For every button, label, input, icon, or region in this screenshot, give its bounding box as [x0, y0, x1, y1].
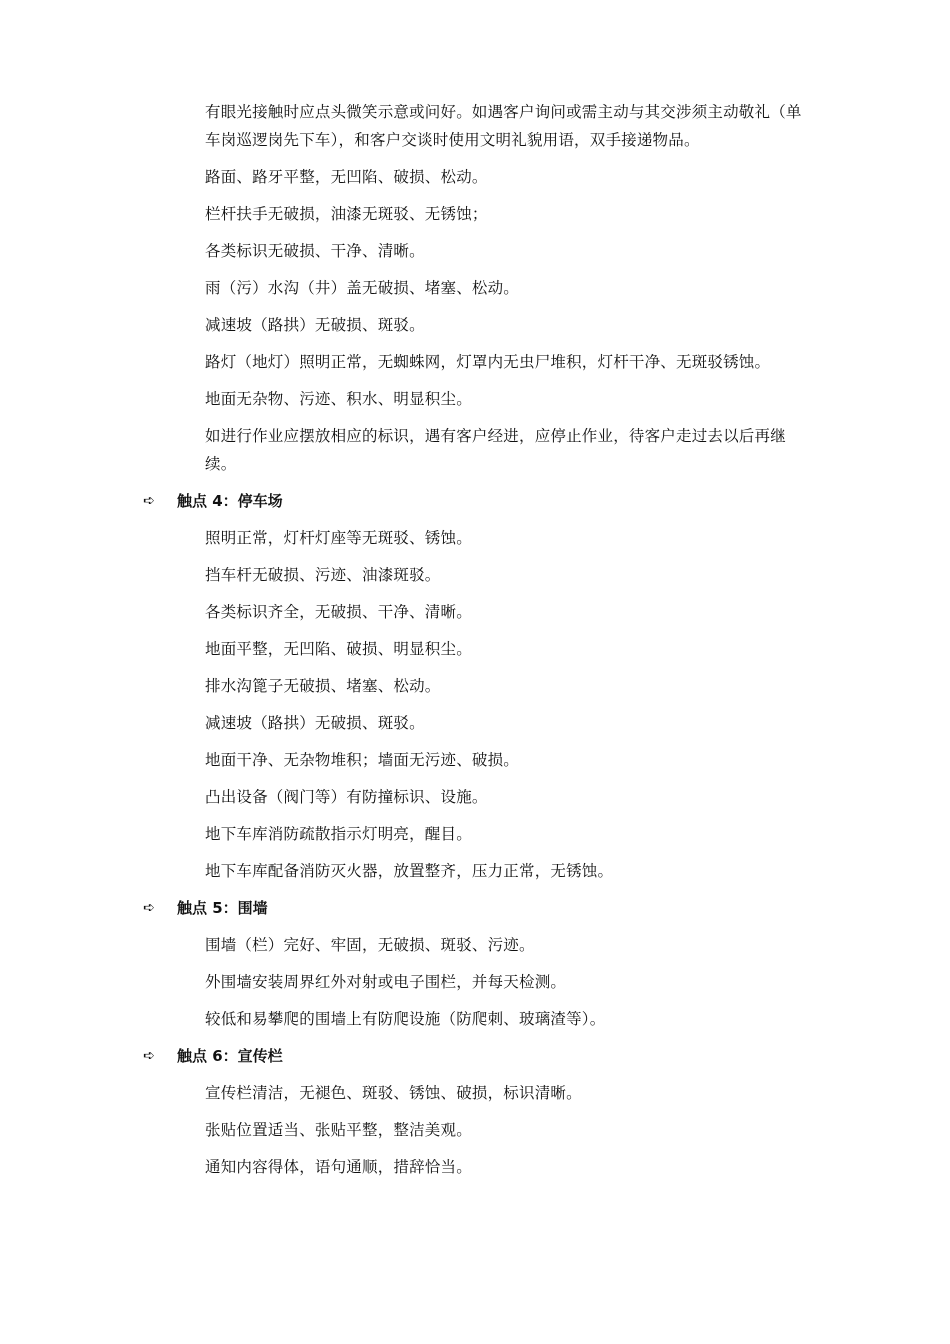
section-wall: [0, 894, 950, 1033]
list-item: 减速坡（路拱）无破损、斑驳。: [205, 316, 425, 334]
list-item: 地下车库消防疏散指示灯明亮，醒目。: [205, 825, 472, 843]
section-heading-text: 触点 6：宣传栏: [177, 1047, 283, 1065]
list-item: 各类标识无破损、干净、清晰。: [205, 242, 425, 260]
list-item: 挡车杆无破损、污迹、油漆斑驳。: [205, 566, 441, 584]
list-item: 外围墙安装周界红外对射或电子围栏，并每天检测。: [205, 973, 567, 991]
list-item: 通知内容得体，语句通顺，措辞恰当。: [205, 1158, 472, 1176]
list-item: 地面无杂物、污迹、积水、明显积尘。: [205, 390, 472, 408]
list-item: 地面干净、无杂物堆积；墙面无污迹、破损。: [205, 751, 520, 769]
list-item: 路面、路牙平整，无凹陷、破损、松动。: [205, 168, 488, 186]
list-item: 有眼光接触时应点头微笑示意或问好。如遇客户询问或需主动与其交涉须主动敬礼（单车岗巡逻岗先下车），和客户交谈时使用文明礼貌用语，双手接递物品。: [205, 103, 802, 149]
list-item: 围墙（栏）完好、牢固，无破损、斑驳、污迹。: [205, 936, 535, 954]
section-bulletin-board: [0, 1042, 950, 1181]
list-item: 雨（污）水沟（井）盖无破损、堵塞、松动。: [205, 279, 520, 297]
list-item: 排水沟篦子无破损、堵塞、松动。: [205, 677, 441, 695]
arrow-bullet-icon: ➪: [143, 493, 155, 509]
section-heading-text: 触点 5：围墙: [177, 899, 268, 917]
section-continuation: [0, 98, 950, 478]
list-item: 凸出设备（阀门等）有防撞标识、设施。: [205, 788, 488, 806]
list-item: 减速坡（路拱）无破损、斑驳。: [205, 714, 425, 732]
list-item: 地面平整，无凹陷、破损、明显积尘。: [205, 640, 472, 658]
list-item: 张贴位置适当、张贴平整，整洁美观。: [205, 1121, 472, 1139]
document-body: [0, 98, 950, 1190]
list-item: 地下车库配备消防灭火器，放置整齐，压力正常，无锈蚀。: [205, 862, 614, 880]
section-heading: [0, 487, 950, 515]
section-heading: [0, 1042, 950, 1070]
section-parking: [0, 487, 950, 885]
arrow-bullet-icon: ➪: [143, 1048, 155, 1064]
list-item: 如进行作业应摆放相应的标识，遇有客户经进，应停止作业，待客户走过去以后再继续。: [205, 427, 786, 473]
list-item: 较低和易攀爬的围墙上有防爬设施（防爬刺、玻璃渣等）。: [205, 1010, 606, 1028]
list-item: 各类标识齐全，无破损、干净、清晰。: [205, 603, 472, 621]
section-heading: [0, 894, 950, 922]
list-item: 宣传栏清洁，无褪色、斑驳、锈蚀、破损，标识清晰。: [205, 1084, 582, 1102]
list-item: 栏杆扶手无破损，油漆无斑驳、无锈蚀；: [205, 205, 488, 223]
section-heading-text: 触点 4：停车场: [177, 492, 283, 510]
arrow-bullet-icon: ➪: [143, 900, 155, 916]
list-item: 路灯（地灯）照明正常，无蜘蛛网，灯罩内无虫尸堆积，灯杆干净、无斑驳锈蚀。: [205, 353, 771, 371]
list-item: 照明正常，灯杆灯座等无斑驳、锈蚀。: [205, 529, 472, 547]
